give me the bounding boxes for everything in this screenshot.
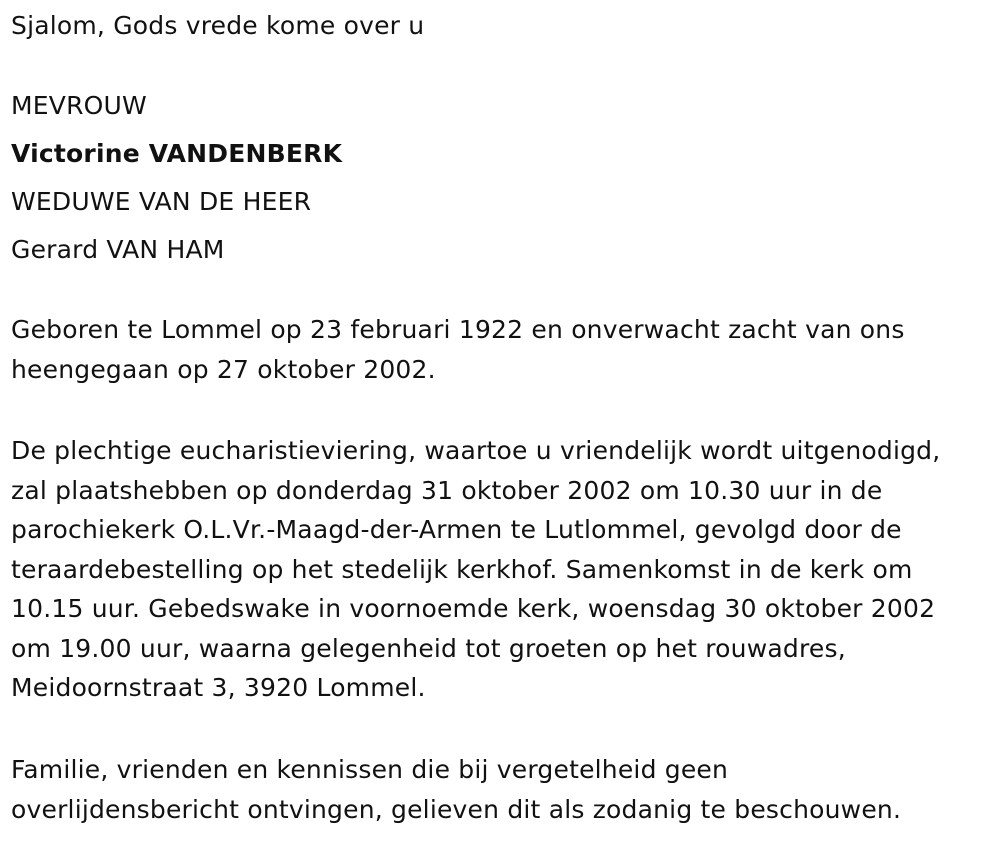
paragraph-line: Familie, vrienden en kennissen die bij vergetelheid geen xyxy=(11,755,729,784)
paragraph-line: om 19.00 uur, waarna gelegenheid tot groeten op het rouwadres, xyxy=(11,633,846,663)
paragraph-line: teraardebestelling op het stedelijk kerkhof. Samenkomst in de kerk om xyxy=(11,554,913,584)
widow-of-label: WEDUWE VAN DE HEER xyxy=(11,187,312,216)
spouse-name: Gerard VAN HAM xyxy=(11,235,225,264)
ceremony-paragraph xyxy=(11,431,940,708)
paragraph-line: overlijdensbericht ontvingen, gelieven dit als zodanig te beschouwen. xyxy=(11,794,902,824)
paragraph-line: De plechtige eucharistieviering, waartoe u vriendelijk wordt uitgenodigd, xyxy=(11,436,941,465)
notice-paragraph xyxy=(11,750,901,829)
paragraph-line: Meidoornstraat 3, 3920 Lommel. xyxy=(11,673,426,702)
honorific: MEVROUW xyxy=(11,91,147,120)
paragraph-line: parochiekerk O.L.Vr.-Maagd-der-Armen te Lutlommel, gevolgd door de xyxy=(11,515,902,544)
paragraph-line: Geboren te Lommel op 23 februari 1922 en onverwacht zacht van ons xyxy=(11,315,905,344)
greeting-line: Sjalom, Gods vrede kome over u xyxy=(11,11,425,40)
paragraph-line: heengegaan op 27 oktober 2002. xyxy=(11,354,436,384)
paragraph-line: zal plaatshebben op donderdag 31 oktober 2002 om 10.30 uur in de xyxy=(11,475,883,505)
deceased-name: Victorine VANDENBERK xyxy=(11,139,343,168)
birth-death-paragraph xyxy=(11,310,905,389)
paragraph-line: 10.15 uur. Gebedswake in voornoemde kerk, woensdag 30 oktober 2002 xyxy=(11,594,936,623)
